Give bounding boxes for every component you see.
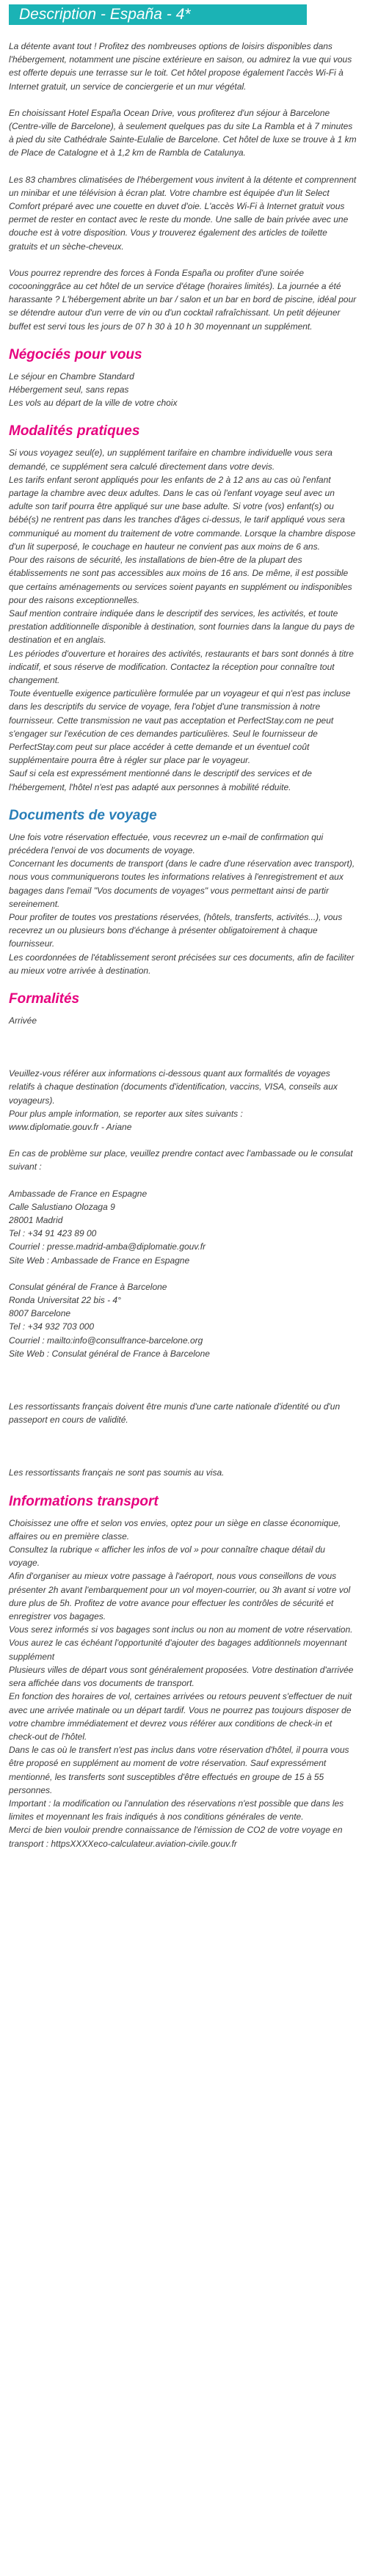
formalites-info: [9, 1067, 358, 1134]
list-item: Le séjour en Chambre Standard: [9, 371, 134, 382]
transport-paragraph: Vous serez informés si vos bagages sont inclus ou non au moment de votre réservation.: [9, 1624, 353, 1635]
embassy-website[interactable]: Site Web : Ambassade de France en Espagne: [9, 1255, 190, 1266]
formalites-arrivee-label: Arrivée: [9, 1015, 37, 1026]
section-title-negocies: Négociés pour vous: [9, 346, 142, 362]
consulate-line: Consulat général de France à Barcelone: [9, 1281, 167, 1292]
section-title-documents: Documents de voyage: [9, 807, 157, 823]
formalites-paragraph: Veuillez-vous référer aux informations ci-dessous quant aux formalités de voyages relatifs à chaque destination (documents d'identification, vaccins, VISA, conseils aux voyageurs).: [9, 1068, 338, 1106]
page-header: Description - España - 4*: [9, 4, 307, 25]
modalites-paragraph: Les tarifs enfant seront appliqués pour les enfants de 2 à 12 ans au cas où l'enfant partage la chambre avec deux adultes. Dans le cas où l'enfant voyage seul avec un adulte son tarif pourra être appliqué sur une base adulte. Si votre (vos) enfant(s) ou bébé(s) ne rentrent pas dans les tranches d'âges ci-dessus, le tarif appliqué vous sera communiqué au moment du traitement de votre commande. Lorsque la chambre dispose d'un lit superposé, le couchage en hauteur ne convient pas aux moins de 6 ans.: [9, 474, 356, 552]
negocies-list: [9, 370, 358, 410]
modalites-paragraph: Pour des raisons de sécurité, les installations de bien-être de la plupart des établissements ne sont pas accessibles aux moins de 16 ans. De même, il est possible que certains aménagements ou services soient payants en supplément ou indisponibles pour des raisons exceptionnelles.: [9, 555, 352, 605]
formalites-visa-note: Les ressortissants français ne sont pas soumis au visa.: [9, 1467, 225, 1478]
embassy-line: 28001 Madrid: [9, 1215, 63, 1226]
documents-paragraph: Pour profiter de toutes vos prestations réservées, (hôtels, transferts, activités...), vous recevrez un ou plusieurs bons d'échange à présenter obligatoirement à chaque fournisseur.: [9, 911, 343, 949]
transport-content: [9, 1517, 358, 1850]
modalites-paragraph: Si vous voyagez seul(e), un supplément tarifaire en chambre individuelle vous sera demandé, ce supplément sera calculé directement dans votre devis.: [9, 448, 333, 472]
description-paragraph-3: Les 83 chambres climatisées de l'hébergement vous invitent à la détente et comprennent un minibar et une télévision à écran plat. Votre chambre est équipée d'un lit Select Comfort préparé avec une couette en duvet d'oie. L'accès Wi-Fi à Internet gratuit vous permet de rester en contact avec le reste du monde. Une salle de bain privée avec une douche est à votre disposition. Vous y trouverez également des articles de toilette gratuits et un sèche-cheveux.: [9, 174, 357, 252]
description-paragraph-4: Vous pourrez reprendre des forces à Fonda España ou profiter d'une soirée cocooninggrâce au cet hôtel de un service d'étage (horaires limités). La journée a été harassante ? L'hébergement abrite un bar / salon et un bar en bord de piscine, idéal pour se détendre autour d'un verre de vin ou d'un cocktail rafraîchissant. Un petit déjeuner buffet est servi tous les jours de 07 h 30 à 10 h 30 moyennant un supplément.: [9, 267, 357, 332]
documents-paragraph: Une fois votre réservation effectuée, vous recevrez un e-mail de confirmation qui précédera l'envoi de vos documents de voyage.: [9, 831, 324, 855]
modalites-paragraph: Sauf si cela est expressément mentionné dans le descriptif des services et de l'hébergement, l'hôtel n'est pas adapté aux personnes à mobilité réduite.: [9, 768, 312, 792]
modalites-paragraph: Les périodes d'ouverture et horaires des activités, restaurants et bars sont donnés à titre indicatif, et sous réserve de modification. Contactez la réception pour connaître tout changement.: [9, 648, 354, 685]
formalites-link[interactable]: www.diplomatie.gouv.fr - Ariane: [9, 1122, 132, 1132]
embassy-line: Ambassade de France en Espagne: [9, 1188, 148, 1199]
embassy-line: Calle Salustiano Olozaga 9: [9, 1201, 115, 1212]
section-title-modalites: Modalités pratiques: [9, 423, 140, 439]
section-title-transport: Informations transport: [9, 1493, 159, 1509]
formalites-contact-intro: En cas de problème sur place, veuillez prendre contact avec l'ambassade ou le consulat suivant :: [9, 1148, 353, 1172]
transport-paragraph: Dans le cas où le transfert n'est pas inclus dans votre réservation d'hôtel, il pourra vous être proposé en supplément au moment de votre réservation. Sauf expressément mentionné, les transferts sont susceptibles d'être effectués en groupe de 15 à 55 personnes.: [9, 1745, 349, 1795]
consulate-website[interactable]: Site Web : Consulat général de France à Barcelone: [9, 1348, 210, 1359]
transport-paragraph: En fonction des horaires de vol, certaines arrivées ou retours peuvent s'effectuer de nuit avec une arrivée matinale ou un départ tardif. Vous ne pourrez pas toujours disposer de votre chambre immédiatement et devrez vous référer aux conditions de check-in et check-out de l'hôtel.: [9, 1691, 352, 1742]
embassy-line: Tel : +34 91 423 89 00: [9, 1228, 97, 1239]
transport-paragraph: Important : la modification ou l'annulation des réservations n'est possible que dans les limites et moyennant les frais indiqués à nos conditions générales de vente.: [9, 1798, 344, 1822]
description-paragraph-2: En choisissant Hotel España Ocean Drive, vous profiterez d'un séjour à Barcelone (Centre-ville de Barcelone), à seulement quelques pas du site La Rambla et à 7 minutes à pied du site Cathédrale Sainte-Eulalie de Barcelone. Cet hôtel de luxe se trouve à 1 km de Place de Catalogne et à 1,2 km de Rambla de Catalunya.: [9, 107, 357, 158]
formalites-paragraph: Pour plus ample information, se reporter aux sites suivants :: [9, 1108, 243, 1119]
modalites-paragraph: Sauf mention contraire indiquée dans le descriptif des services, les activités, et toute prestation additionnelle disponible à destination, sont fournies dans la langue du pays de destination et en anglais.: [9, 607, 355, 646]
documents-paragraph: Concernant les documents de transport (dans le cadre d'une réservation avec transport), nous vous communiquerons toutes les informations relatives à l'enregistrement et aux bagages dans l'email "Vos documents de voyages" vous permettant ainsi de partir sereinement.: [9, 858, 355, 909]
transport-paragraph: Consultez la rubrique « afficher les infos de vol » pour connaître chaque détail du voyage.: [9, 1544, 325, 1569]
description-paragraph-1: La détente avant tout ! Profitez des nombreuses options de loisirs disponibles dans l'hébergement, notamment une piscine extérieure en saison, ou admirez la vue qui vous est offerte depuis une terrasse sur le toit. Cet hôtel propose également l'accès Wi-Fi à Internet gratuit, un service de conciergerie et un mur végétal.: [9, 41, 352, 92]
documents-paragraph: Les coordonnées de l'établissement seront précisées sur ces documents, afin de faciliter au mieux votre arrivée à destination.: [9, 952, 355, 976]
consulate-line: 8007 Barcelone: [9, 1308, 71, 1319]
section-title-formalites: Formalités: [9, 990, 80, 1007]
consulate-line: Tel : +34 932 703 000: [9, 1321, 94, 1332]
list-item: Les vols au départ de la ville de votre choix: [9, 398, 178, 409]
modalites-content: [9, 446, 358, 793]
modalites-paragraph: Toute éventuelle exigence particulière formulée par un voyageur et qui n'est pas incluse dans les descriptifs du service de voyage, fera l'objet d'une transmission à notre fournisseur. Cette transmission ne vaut pas acceptation et PerfectStay.com ne peut s'engager sur l'exécution de ces demandes particulières. Seul le fournisseur de PerfectStay.com peut sur place accéder à cette demande et un éventuel coût supplémentaire pourra être à régler sur place par le voyageur.: [9, 688, 351, 766]
formalites-identity-note: Les ressortissants français doivent être munis d'une carte nationale d'identité ou d'un passeport en cours de validité.: [9, 1401, 341, 1426]
embassy-address: [9, 1187, 358, 1267]
consulate-address: [9, 1280, 358, 1360]
transport-paragraph: Vous aurez le cas échéant l'opportunité d'ajouter des bagages additionnels moyennant supplément: [9, 1638, 347, 1662]
consulate-line: Ronda Universitat 22 bis - 4°: [9, 1295, 121, 1306]
documents-content: [9, 831, 358, 977]
list-item: Hébergement seul, sans repas: [9, 384, 129, 395]
embassy-email[interactable]: Courriel : presse.madrid-amba@diplomatie.gouv.fr: [9, 1241, 206, 1252]
transport-paragraph: Afin d'organiser au mieux votre passage à l'aéroport, nous vous conseillons de vous présenter 2h avant l'embarquement pour un vol moyen-courrier, ou 3h avant si votre vol dure plus de 5h. Profitez de votre avance pour effectuer les contrôles de sécurité et enregistrer vos bagages.: [9, 1571, 351, 1622]
consulate-email[interactable]: Courriel : mailto:info@consulfrance-barcelone.org: [9, 1335, 203, 1346]
transport-paragraph: Merci de bien vouloir prendre connaissance de l'émission de CO2 de votre voyage en transport : httpsXXXXeco-calculateur.aviation-civile.gouv.fr: [9, 1825, 343, 1849]
transport-paragraph: Plusieurs villes de départ vous sont généralement proposées. Votre destination d'arrivée sera affichée dans vos documents de transport.: [9, 1664, 354, 1689]
transport-paragraph: Choisissez une offre et selon vos envies, optez pour un siège en classe économique, affaires ou en première classe.: [9, 1517, 341, 1541]
